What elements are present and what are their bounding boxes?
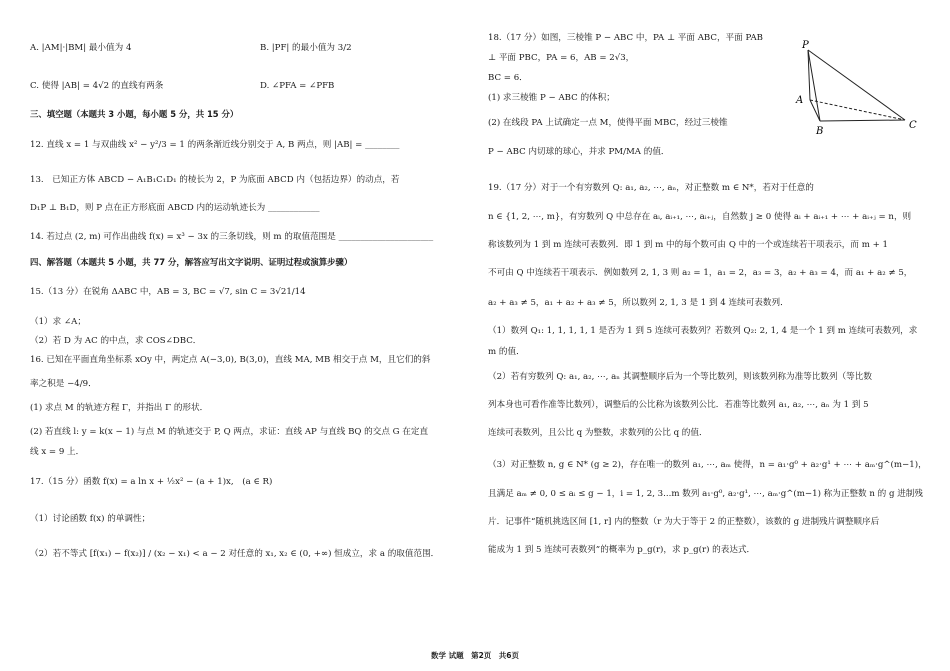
tetrahedron-figure <box>790 38 930 138</box>
left-text-line: (2) 若直线 l: y = k(x − 1) 与点 M 的轨迹交于 P, Q 两点，求证：直线 AP 与直线 BQ 的交点 G 在定直 <box>30 427 429 437</box>
right-text-line: 片．记事件“随机挑选区间 [1, r] 内的整数（r 为大于等于 2 的正整数），该数的 g 进制残片调整顺序后 <box>488 517 880 527</box>
right-text-line: 19.（17 分）对于一个有穷数列 Q: a₁, a₂, ⋯, aₙ，对正整数 m ∈ N*，若对于任意的 <box>488 183 814 193</box>
right-text-line: (1) 求三棱锥 P − ABC 的体积； <box>488 93 615 103</box>
left-text-line: 15.（13 分）在锐角 ΔABC 中，AB = 3, BC = √7, sin C = 3√21/14 <box>30 287 306 297</box>
right-text-line: m 的值． <box>488 347 525 357</box>
right-text-line: a₂ + a₃ ≠ 5，a₁ + a₂ + a₃ ≠ 5，所以数列 2, 1, 3 是 1 到 4 连续可表数列． <box>488 298 789 308</box>
left-text-line: 12. 直线 x = 1 与双曲线 x² − y²/3 = 1 的两条渐近线分别交于 A, B 两点，则 |AB| = ________ <box>30 140 400 150</box>
right-text-line: 连续可表数列，且公比 q 为整数，求数列的公比 q 的值． <box>488 428 708 438</box>
left-text-line: 三、填空题（本题共 3 小题，每小题 5 分，共 15 分） <box>30 109 239 119</box>
left-text-line: 率之积是 −4/9． <box>30 379 97 389</box>
right-text-line: (2) 在线段 PA 上试确定一点 M，使得平面 MBC，经过三棱锥 <box>488 118 728 128</box>
left-text-line: 14. 若过点 (2, m) 可作出曲线 f(x) = x³ − 3x 的三条切线，则 m 的取值范围是 ______________________ <box>30 232 434 242</box>
label-b: B <box>816 126 824 137</box>
label-c: C <box>909 120 917 131</box>
right-text-line: n ∈ {1, 2, ⋯, m}，有穷数列 Q 中总存在 aᵢ, aᵢ₊₁, ⋯, aᵢ₊ⱼ，自然数 j ≥ 0 使得 aᵢ + aᵢ₊₁ + ⋯ + aᵢ₊ⱼ = n，则 <box>488 212 912 222</box>
left-text-line: （1）讨论函数 f(x) 的单调性； <box>30 514 151 524</box>
left-text-line: 17.（15 分）函数 f(x) = a ln x + ½x² − (a + 1)x, (a ∈ R) <box>30 477 273 487</box>
edge-bc <box>820 120 905 121</box>
right-text-line: P − ABC 内切球的球心，并求 PM/MA 的值． <box>488 147 670 157</box>
left-text-line: 线 x = 9 上． <box>30 447 85 457</box>
left-text-line: (1) 求点 M 的轨迹方程 Γ，并指出 Γ 的形状． <box>30 403 209 413</box>
right-text-line: （1）数列 Q₁: 1, 1, 1, 1, 1 是否为 1 到 5 连续可表数列？若数列 Q₂: 2, 1, 4 是一个 1 到 m 连续可表数列，求 <box>488 326 918 336</box>
left-text-line: 16. 已知在平面直角坐标系 xOy 中，两定点 A(−3,0), B(3,0)，直线 MA, MB 相交于点 M，且它们的斜 <box>30 355 431 365</box>
page-footer: 数学 试题 第2页 共6页 <box>430 651 520 660</box>
right-text-line: （2）若有穷数列 Q: a₁, a₂, ⋯, aₙ 其调整顺序后为一个等比数列，则该数列称为准等比数列（等比数 <box>488 372 872 382</box>
left-text-line: D₁P ⊥ B₁D，则 P 点在正方形底面 ABCD 内的运动轨迹长为 ____________ <box>30 203 320 213</box>
right-text-line: 18.（17 分）如图，三棱锥 P − ABC 中，PA ⊥ 平面 ABC，平面 PAB <box>488 33 763 43</box>
left-text-line: D. ∠PFA = ∠PFB <box>260 81 335 91</box>
left-text-line: 13. 已知正方体 ABCD − A₁B₁C₁D₁ 的棱长为 2，P 为底面 ABCD 内（包括边界）的动点，若 <box>30 175 400 185</box>
left-text-line: B. |PF| 的最小值为 3/2 <box>260 43 352 53</box>
left-text-line: 四、解答题（本题共 5 小题，共 77 分，解答应写出文字说明、证明过程或演算步骤） <box>30 257 353 267</box>
left-text-line: （2）若 D 为 AC 的中点，求 COS∠DBC． <box>30 336 202 346</box>
right-text-line: 列本身也可看作准等比数列），调整后的公比称为该数列公比．若准等比数列 a₁, a₂, ⋯, aₙ 为 1 到 5 <box>488 400 869 410</box>
right-text-line: 且满足 aₘ ≠ 0, 0 ≤ aᵢ ≤ g − 1，i = 1, 2, 3...m 数列 a₁·g⁰, a₂·g¹, ⋯, aₘ·g^(m−1) 称为正整数 n 的 g 进制残 <box>488 489 923 499</box>
right-text-line: ⊥ 平面 PBC，PA = 6，AB = 2√3， <box>488 53 635 63</box>
left-text-line: （2）若不等式 [f(x₁) − f(x₂)] / (x₂ − x₁) < a − 2 对任意的 x₁, x₂ ∈ (0, +∞) 恒成立，求 a 的取值范围． <box>30 549 440 559</box>
right-text-line: 称该数列为 1 到 m 连续可表数列．即 1 到 m 中的每个数可由 Q 中的一个或连续若干项表示，而 m + 1 <box>488 240 888 250</box>
label-a: A <box>796 95 804 106</box>
left-text-line: A. |AM|·|BM| 最小值为 4 <box>30 43 132 53</box>
right-text-line: 不可由 Q 中连续若干项表示．例如数列 2, 1, 3 则 a₂ = 1，a₁ = 2，a₃ = 3，a₂ + a₃ = 4，而 a₁ + a₂ ≠ 5， <box>488 268 913 278</box>
right-text-line: 能成为 1 到 5 连续可表数列”的概率为 p_g(r)，求 p_g(r) 的表达式． <box>488 545 756 555</box>
left-text-line: （1）求 ∠A； <box>30 317 86 327</box>
label-p: P <box>802 40 809 51</box>
right-text-line: BC = 6． <box>488 73 528 83</box>
right-text-line: （3）对正整数 n, g ∈ N* (g ≥ 2)，存在唯一的数列 a₁, ⋯, aₘ 使得，n = a₁·g⁰ + a₂·g¹ + ⋯ + aₘ·g^(m−1)， <box>488 460 927 470</box>
left-text-line: C. 使得 |AB| = 4√2 的直线有两条 <box>30 81 164 91</box>
